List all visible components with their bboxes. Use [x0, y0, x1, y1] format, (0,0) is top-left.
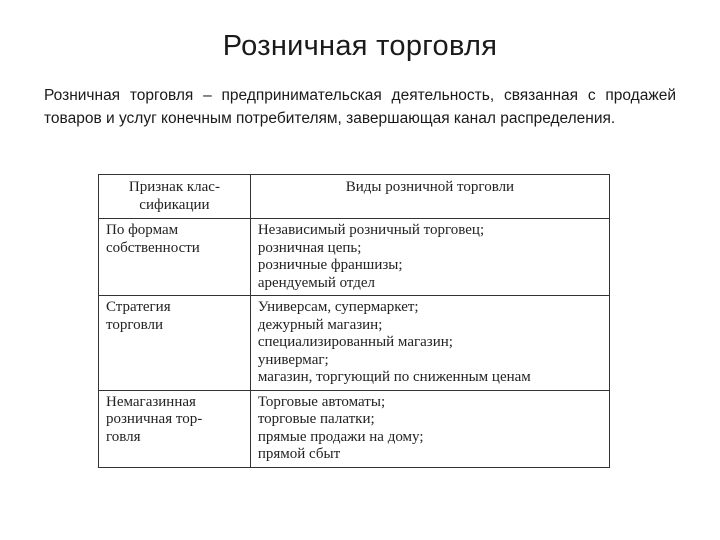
- types-cell: [250, 219, 609, 296]
- criterion-cell: [99, 390, 251, 467]
- criterion-line: говля: [106, 428, 141, 445]
- criterion-line: По формам: [106, 222, 179, 238]
- criterion-line: Стратегия: [106, 299, 171, 315]
- classification-table-container: [98, 174, 610, 468]
- criterion-cell: [99, 296, 251, 391]
- header-criterion-line: сификации: [139, 196, 210, 213]
- type-item: прямой сбыт: [257, 446, 341, 462]
- type-item: универмаг;: [257, 351, 329, 368]
- table-row: [99, 219, 610, 296]
- table-row: [99, 296, 610, 391]
- classification-table: [98, 174, 610, 468]
- type-item: прямые продажи на дому;: [257, 428, 424, 445]
- types-cell: [250, 390, 609, 467]
- table-header-row: [99, 175, 610, 219]
- header-criterion-line: Признак клас-: [128, 179, 220, 195]
- type-item: Торговые автоматы;: [257, 393, 386, 410]
- type-item: розничная цепь;: [257, 239, 362, 256]
- criterion-line: собственности: [106, 239, 200, 256]
- type-item: дежурный магазин;: [257, 316, 383, 333]
- type-item: арендуемый отдел: [257, 274, 376, 291]
- slide-title: Розничная торговля: [222, 30, 498, 62]
- criterion-line: Немагазинная: [106, 393, 196, 410]
- type-item: торговые палатки;: [257, 411, 375, 427]
- type-item: Универсам, супермаркет;: [257, 299, 419, 315]
- criterion-line: торговли: [106, 316, 164, 333]
- table-row: [99, 390, 610, 467]
- types-cell: [250, 296, 609, 391]
- type-item: розничные франшизы;: [257, 257, 403, 273]
- type-item: магазин, торгующий по сниженным ценам: [257, 369, 531, 385]
- definition-text: Розничная торговля – предпринимательская деятельность, связанная с продажей товаров и услуг конечным потребителям, завершающая канал распределения.: [44, 87, 676, 127]
- header-criterion: [99, 175, 251, 219]
- header-types: Виды розничной торговли: [250, 175, 609, 219]
- criterion-line: розничная тор-: [106, 411, 203, 427]
- criterion-cell: [99, 219, 251, 296]
- type-item: Независимый розничный торговец;: [257, 222, 485, 238]
- type-item: специализированный магазин;: [257, 334, 453, 350]
